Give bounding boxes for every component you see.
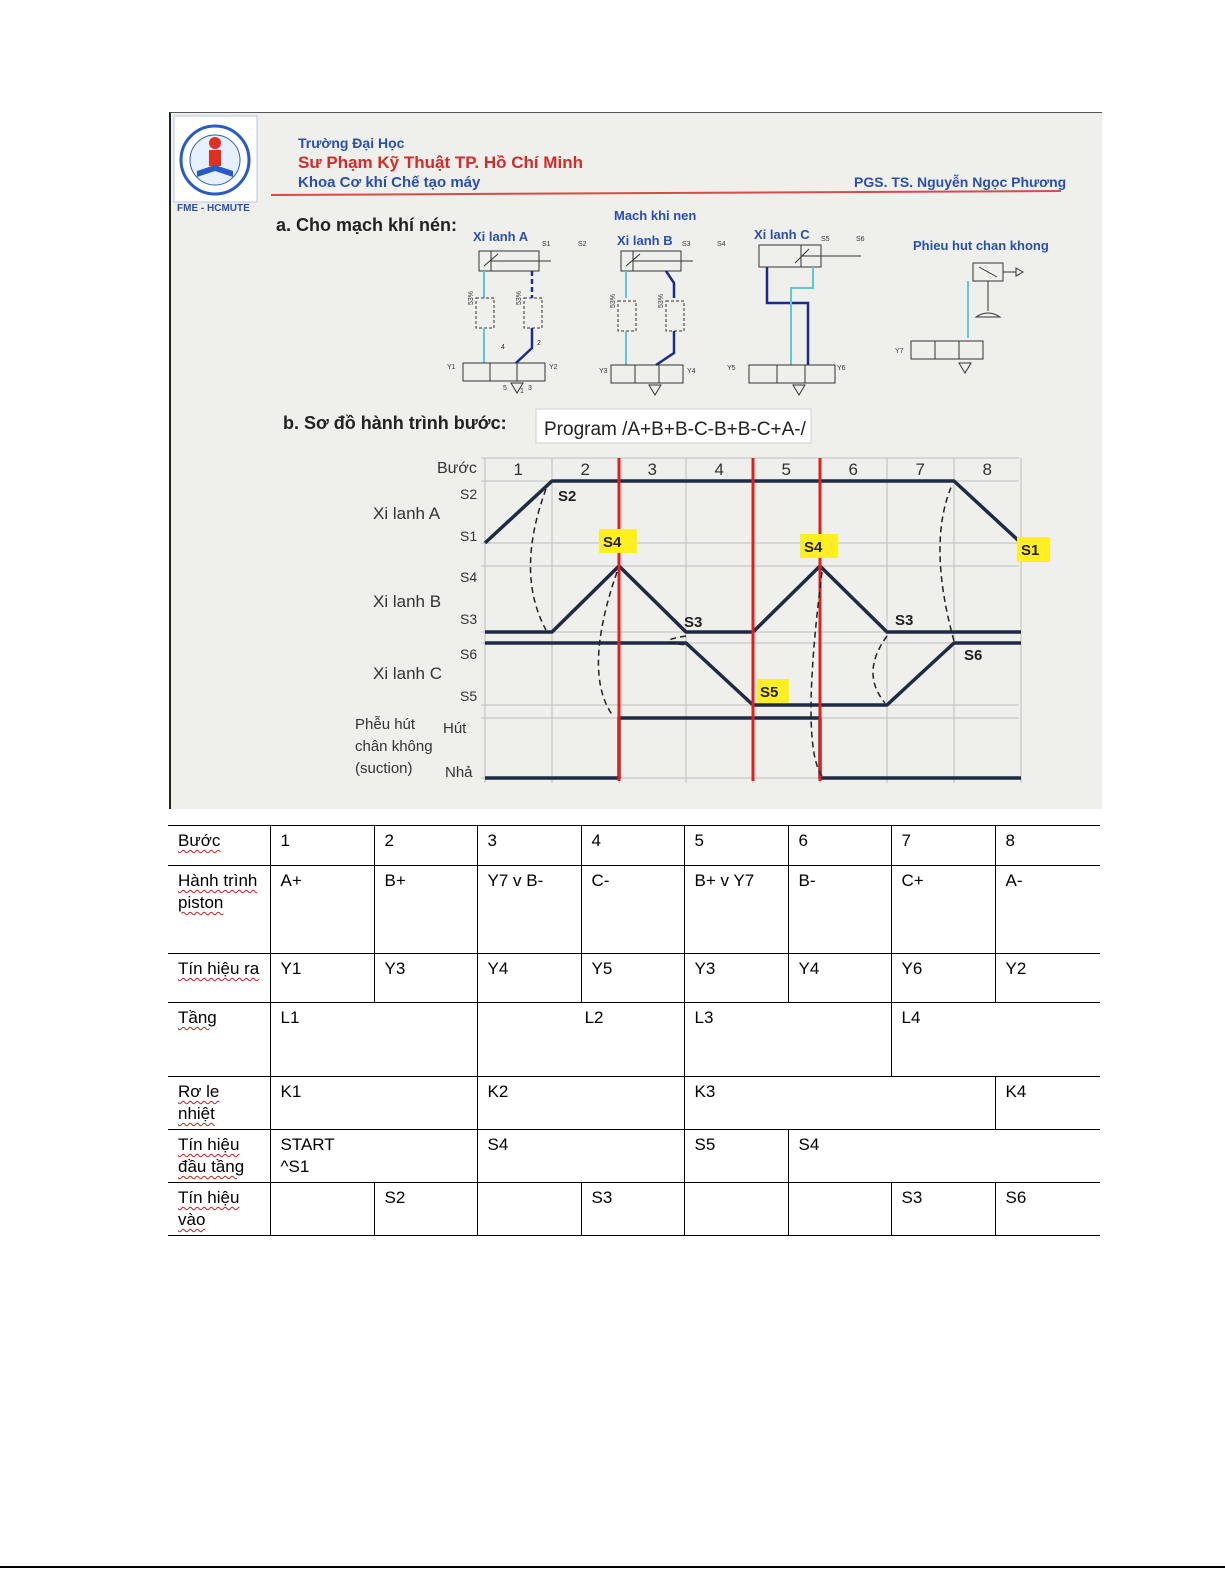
table-row: [168, 866, 1100, 954]
cylinder-a-label: Xi lanh A: [473, 229, 529, 244]
table-row: [168, 954, 1100, 1003]
vacuum-label-2: chân không: [355, 738, 433, 755]
port-a-4: 4: [501, 344, 505, 351]
step-number: 2: [580, 460, 590, 479]
table-cell: Y1: [270, 954, 374, 1003]
table-cell: L2: [477, 1003, 684, 1077]
coil-y5-label: Y5: [727, 365, 736, 372]
table-cell: 2: [374, 826, 477, 866]
row-label: [168, 1003, 270, 1077]
table-cell: [477, 1183, 581, 1236]
step-number: 6: [848, 460, 858, 479]
circuit-section-title: a. Cho mạch khí nén:: [276, 215, 458, 235]
author-name: PGS. TS. Nguyễn Ngọc Phương: [854, 174, 1067, 190]
table-cell: 3: [477, 826, 581, 866]
cylinder-c-circuit: [749, 245, 861, 395]
row-label-text: Tầng: [178, 1008, 217, 1027]
step-number: 7: [915, 460, 925, 479]
table-cell: [684, 1183, 788, 1236]
row-label-text: Tín hiệu đầu tầng: [178, 1135, 245, 1176]
port-a-5: 5: [503, 385, 507, 392]
sensor-s1-label: S1: [542, 241, 551, 248]
table-cell: B-: [788, 866, 891, 954]
table-cell: K4: [995, 1077, 1100, 1130]
table-cell: 7: [891, 826, 995, 866]
throttle-b1-label: 53%: [610, 293, 617, 308]
axis-a-top: S2: [460, 486, 478, 502]
signal-arrow-s3b: [873, 636, 887, 703]
step-header-label: Bước: [437, 460, 477, 477]
cylinder-a-circuit: [463, 251, 551, 393]
axis-b-top: S4: [460, 569, 478, 585]
table-cell: S3: [581, 1183, 684, 1236]
step-number: 4: [714, 460, 724, 479]
step-number: 5: [781, 460, 791, 479]
row-label-b: Xi lanh B: [373, 592, 442, 611]
table-cell: Y4: [477, 954, 581, 1003]
row-label-text: Rơ le nhiệt: [178, 1082, 220, 1123]
logo-caption: FME - HCMUTE: [177, 203, 250, 214]
school-line1: Trường Đại Học: [298, 135, 405, 151]
coil-y6-label: Y6: [837, 365, 846, 372]
axis-a-bot: S1: [460, 528, 478, 544]
table-cell: 1: [270, 826, 374, 866]
port-a-2: 2: [537, 340, 541, 347]
slide-figure: [169, 112, 1102, 809]
table-cell: K1: [270, 1077, 477, 1130]
table-cell: L4: [891, 1003, 1100, 1077]
steps-table-body: [168, 826, 1100, 1236]
suction-circuit: [911, 263, 1023, 373]
row-label: [168, 826, 270, 866]
point-label-s5: S5: [760, 684, 779, 701]
point-label-s4-a: S4: [603, 534, 622, 551]
table-cell: K2: [477, 1077, 684, 1130]
throttle-a2-label: 53%: [516, 290, 523, 305]
point-label-s2: S2: [558, 488, 577, 505]
slide-svg: [171, 113, 1102, 809]
school-logo: [174, 116, 257, 214]
table-cell: Y3: [374, 954, 477, 1003]
coil-y4-label: Y4: [687, 368, 696, 375]
step-diagram: [355, 458, 1050, 783]
row-label-text: Tín hiệu vào: [178, 1188, 240, 1229]
header-rule: [271, 191, 1061, 195]
table-cell: A-: [995, 866, 1100, 954]
table-cell: Y3: [684, 954, 788, 1003]
table-cell: Y6: [891, 954, 995, 1003]
table-cell: S5: [684, 1130, 788, 1183]
steps-table: [168, 825, 1100, 1236]
table-cell: A+: [270, 866, 374, 954]
school-line3: Khoa Cơ khí Chế tạo máy: [298, 174, 481, 191]
table-cell: Y4: [788, 954, 891, 1003]
axis-c-top: S6: [460, 646, 478, 662]
cylinder-b-circuit: [611, 251, 693, 395]
program-text: Program /A+B+B-C-B+B-C+A-/: [544, 419, 806, 440]
point-label-s1: S1: [1021, 542, 1040, 559]
table-cell: [788, 1183, 891, 1236]
step-number: 8: [982, 460, 992, 479]
table-cell: S4: [788, 1130, 1100, 1183]
table-cell: C+: [891, 866, 995, 954]
diagram-section-title: b. Sơ đồ hành trình bước:: [283, 413, 507, 433]
throttle-b2-label: 53%: [658, 293, 665, 308]
table-cell: 8: [995, 826, 1100, 866]
table-cell: B+: [374, 866, 477, 954]
table-cell: Y5: [581, 954, 684, 1003]
port-a-1: 1: [520, 388, 524, 395]
point-label-s6: S6: [964, 647, 983, 664]
point-label-s3-b: S3: [895, 612, 914, 629]
sensor-s3-label: S3: [682, 241, 691, 248]
axis-b-bot: S3: [460, 611, 478, 627]
start-signal-line: ^S1: [280, 1157, 310, 1176]
table-cell: Y7 v B-: [477, 866, 581, 954]
table-cell: S6: [995, 1183, 1100, 1236]
point-label-s3-a: S3: [684, 614, 703, 631]
sensor-s6-label: S6: [856, 236, 865, 243]
school-line2: Sư Phạm Kỹ Thuật TP. Hồ Chí Minh: [298, 153, 583, 172]
signal-arrow-s2: [531, 489, 547, 630]
row-label: [168, 1077, 270, 1130]
sensor-s4-label: S4: [717, 241, 726, 248]
vacuum-off-label: Nhả: [445, 764, 473, 781]
row-label: [168, 954, 270, 1003]
row-label: [168, 1130, 270, 1183]
row-label: [168, 1183, 270, 1236]
table-cell: Y2: [995, 954, 1100, 1003]
vacuum-on-label: Hút: [443, 720, 467, 737]
table-row: [168, 826, 1100, 866]
suction-label: Phieu hut chan khong: [913, 238, 1049, 253]
table-cell: K3: [684, 1077, 995, 1130]
table-cell: L3: [684, 1003, 891, 1077]
page-bottom-rule: [0, 1566, 1225, 1568]
row-label-text: Bước: [178, 831, 221, 850]
point-label-s4-b: S4: [804, 539, 823, 556]
sensor-s2-label: S2: [578, 241, 587, 248]
coil-y1-label: Y1: [447, 364, 456, 371]
table-cell: S3: [891, 1183, 995, 1236]
table-cell: [270, 1183, 374, 1236]
circuit-group-title: Mach khi nen: [614, 208, 697, 223]
table-row: [168, 1183, 1100, 1236]
coil-y7-label: Y7: [895, 348, 904, 355]
coil-y2-label: Y2: [549, 364, 558, 371]
start-signal-line: START: [280, 1135, 335, 1154]
row-label-text: Hành trình piston: [178, 871, 258, 912]
step-number: 1: [513, 460, 523, 479]
table-cell: C-: [581, 866, 684, 954]
signal-arrow-s6: [940, 485, 954, 641]
table-cell: 5: [684, 826, 788, 866]
table-cell: 6: [788, 826, 891, 866]
axis-c-bot: S5: [460, 688, 478, 704]
vacuum-label-1: Phễu hút: [355, 716, 416, 733]
cylinder-b-label: Xi lanh B: [617, 233, 673, 248]
cylinder-c-label: Xi lanh C: [754, 227, 810, 242]
throttle-a1-label: 53%: [468, 290, 475, 305]
coil-y3-label: Y3: [599, 368, 608, 375]
table-cell: 4: [581, 826, 684, 866]
port-a-3: 3: [528, 385, 532, 392]
table-cell: S4: [477, 1130, 684, 1183]
row-label-c: Xi lanh C: [373, 664, 442, 683]
table-row: [168, 1130, 1100, 1183]
step-number: 3: [647, 460, 657, 479]
row-label-a: Xi lanh A: [373, 504, 441, 523]
table-row: [168, 1003, 1100, 1077]
row-label-text: Tín hiệu ra: [178, 959, 260, 978]
vacuum-label-3: (suction): [355, 760, 413, 777]
sensor-s5-label: S5: [821, 236, 830, 243]
table-row: [168, 1077, 1100, 1130]
table-cell: L1: [270, 1003, 477, 1077]
row-label: [168, 866, 270, 954]
table-cell: [270, 1130, 477, 1183]
table-cell: S2: [374, 1183, 477, 1236]
table-cell: B+ v Y7: [684, 866, 788, 954]
